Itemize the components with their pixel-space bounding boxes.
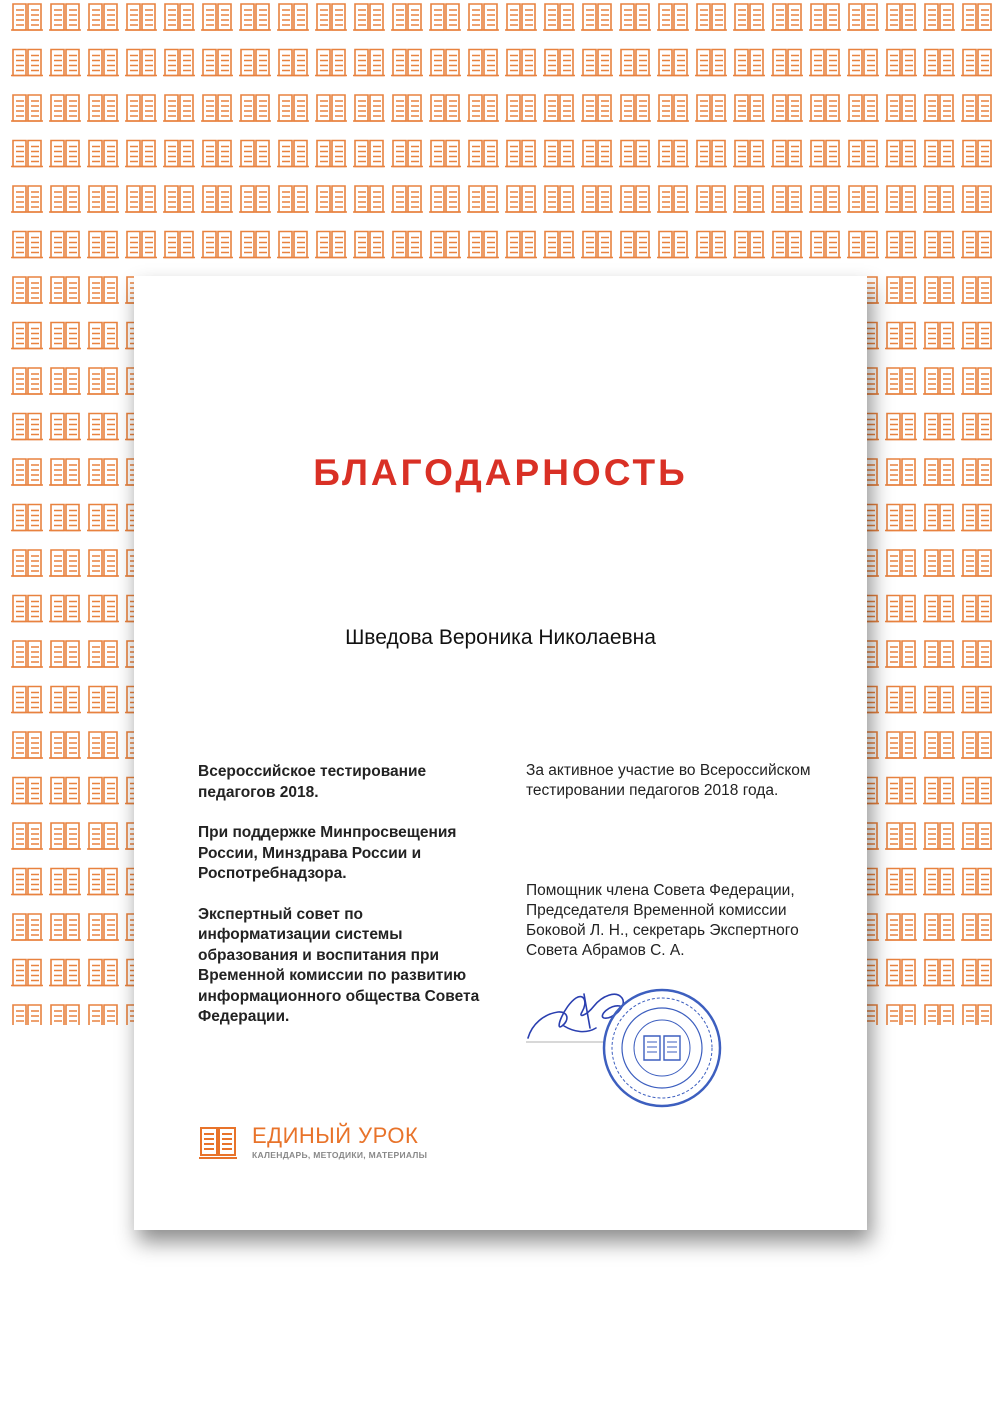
recipient-name: Шведова Вероника Николаевна [345, 626, 656, 649]
award-reason: За активное участие во Всероссийском тестировании педагогов 2018 года. [526, 762, 811, 799]
award-info [526, 761, 846, 961]
signature-and-seal [524, 976, 734, 1116]
signer-text: Помощник члена Совета Федерации, Председателя Временной комиссии Боковой Л. Н., секретарь Экспертного Совета Абрамов С. А. [526, 882, 799, 959]
support-text: При поддержке Минпросвещения России, Минздрава России и Роспотребнадзора. [198, 824, 457, 882]
seal-stamp [604, 990, 720, 1106]
certificate-title: БЛАГОДАРНОСТЬ [313, 452, 688, 493]
logo-name: ЕДИНЫЙ УРОК [252, 1123, 419, 1148]
event-name: Всероссийское тестирование педагогов 2018. [198, 763, 427, 801]
council-text: Экспертный совет по информатизации системы образования и воспитания при Временной комиссии по развитию информационного общества Совета Федерации. [198, 905, 480, 1025]
signature [528, 994, 623, 1038]
open-book-icon [198, 1125, 238, 1161]
edinyj-urok-logo [198, 1121, 478, 1169]
certificate-sheet [134, 276, 867, 1230]
organizer-info [198, 762, 498, 1048]
logo-tagline: КАЛЕНДАРЬ, МЕТОДИКИ, МАТЕРИАЛЫ [252, 1150, 428, 1160]
